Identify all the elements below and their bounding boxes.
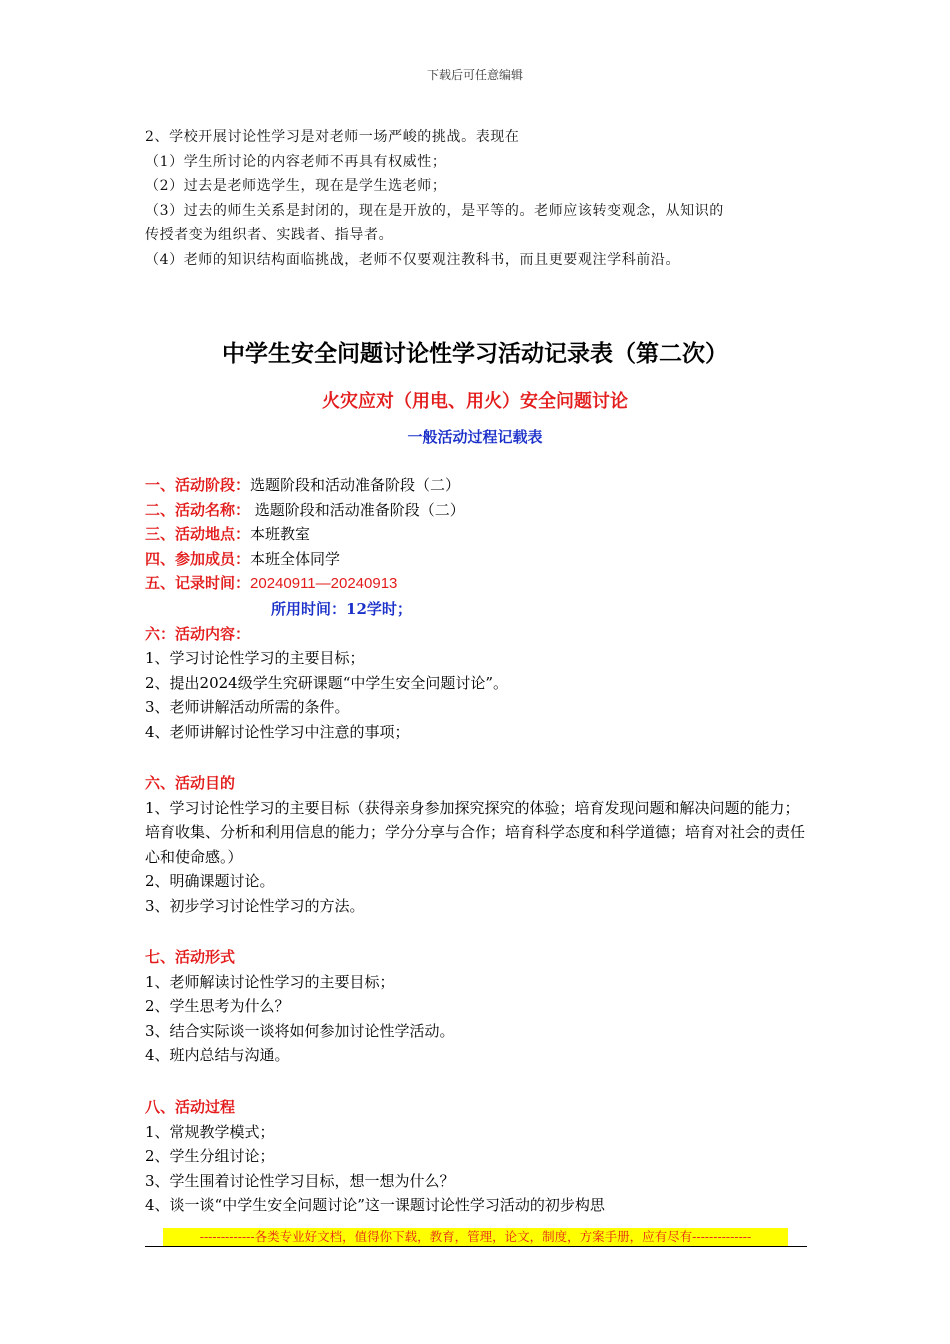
footer-divider (145, 1246, 807, 1247)
list-item: 1、老师解读讨论性学习的主要目标； (145, 972, 395, 991)
list-item: 1、学习讨论性学习的主要目标； (145, 649, 365, 668)
info-label: 三、活动地点： (145, 525, 251, 544)
list-item: 3、老师讲解活动所需的条件。 (145, 698, 350, 717)
info-value: 选题阶段和活动准备阶段（二） (250, 500, 465, 519)
page-header: 下载后可任意编辑 (426, 68, 523, 82)
list-item: 2、学生思考为什么？ (145, 997, 290, 1016)
list-item: 2、明确课题讨论。 (145, 872, 275, 891)
intro-line: 2、学校开展讨论性学习是对老师一场严峻的挑战。表现在 (145, 129, 520, 145)
info-row-name (145, 498, 810, 523)
content-heading: 六：活动内容： (145, 624, 251, 643)
intro-line: 传授者变为组织者、实践者、指导者。 (145, 227, 394, 243)
info-label: 一、活动阶段： (145, 476, 251, 494)
record-table-title: 一般活动过程记载表 (407, 428, 543, 446)
list-item: 2、提出2024级学生究研课题“中学生安全问题讨论”。 (145, 673, 509, 692)
info-row-stage (145, 473, 810, 498)
form-heading: 七、活动形式 (145, 948, 236, 966)
document-subtitle: 火灾应对（用电、用火）安全问题讨论 (322, 391, 628, 412)
intro-section (145, 125, 810, 272)
list-item: 3、结合实际谈一谈将如何参加讨论性学活动。 (145, 1021, 455, 1040)
list-item: 1、常规教学模式； (145, 1122, 275, 1141)
info-row-time (145, 571, 810, 597)
list-item: 1、学习讨论性学习的主要目标（获得亲身参加探究探究的体验；培育发现问题和解决问题的能力；培育收集、分析和利用信息的能力；学分分享与合作；培育科学态度和科学道德；培育对社会的责任心和使命感。） (145, 798, 806, 866)
intro-line: （2）过去是老师选学生，现在是学生选老师； (145, 178, 447, 194)
list-item: 4、谈一谈“中学生安全问题讨论”这一课题讨论性学习活动的初步构思 (145, 1196, 605, 1215)
info-row-location (145, 522, 810, 547)
list-item: 3、初步学习讨论性学习的方法。 (145, 896, 365, 915)
list-item: 4、老师讲解讨论性学习中注意的事项； (145, 722, 410, 741)
activity-info (145, 473, 810, 745)
purpose-section (145, 771, 810, 919)
info-value: 本班教室 (250, 525, 311, 544)
purpose-heading: 六、活动目的 (145, 774, 236, 792)
info-label: 四、参加成员： (145, 549, 251, 568)
process-section (145, 1095, 810, 1218)
intro-line: （1）学生所讨论的内容老师不再具有权威性； (145, 153, 447, 170)
document-title: 中学生安全问题讨论性学习活动记录表（第二次） (222, 340, 728, 367)
footer-banner: -------------各类专业好文档，值得你下载，教育，管理，论文，制度，方案手册，应有尽有-------------- (163, 1228, 788, 1246)
list-item: 2、学生分组讨论； (145, 1147, 275, 1166)
list-item: 4、班内总结与沟通。 (145, 1046, 290, 1065)
info-label: 二、活动名称： (145, 500, 251, 519)
form-section (145, 945, 810, 1068)
info-value: 本班全体同学 (250, 549, 341, 568)
list-item: 3、学生围着讨论性学习目标，想一想为什么？ (145, 1171, 455, 1190)
info-value: 20240911—20240913 (250, 575, 398, 593)
intro-line: （3）过去的师生关系是封闭的，现在是开放的，是平等的。老师应该转变观念，从知识的 (145, 202, 724, 219)
info-row-members (145, 547, 810, 572)
intro-line: （4）老师的知识结构面临挑战，老师不仅要观注教科书，而且更要观注学科前沿。 (145, 251, 681, 268)
time-used: 所用时间：12学时； (271, 599, 412, 618)
info-label: 五、记录时间： (145, 574, 251, 593)
process-heading: 八、活动过程 (145, 1098, 236, 1116)
info-value: 选题阶段和活动准备阶段（二） (250, 476, 461, 494)
